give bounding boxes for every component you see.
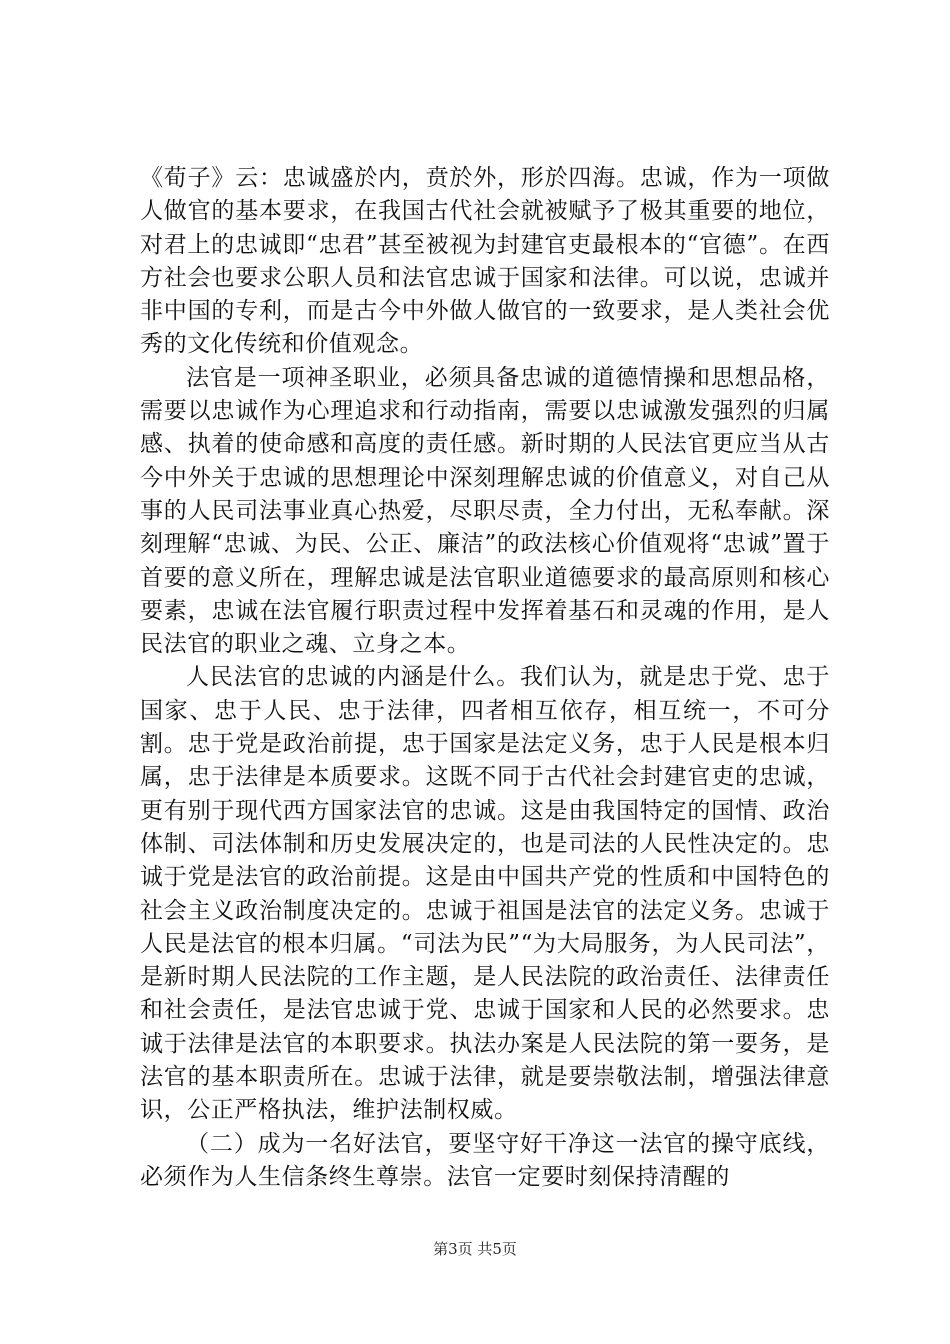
page-number-footer: 第3页 共5页 (433, 1240, 517, 1258)
paragraph-2: 法官是一项神圣职业，必须具备忠诚的道德情操和思想品格，需要以忠诚作为心理追求和行动指南，需要以忠诚激发强烈的归属感、执着的使命感和高度的责任感。新时期的人民法官更应当从古今中外关于忠诚的思想理论中深刻理解忠诚的价值意义，对自己从事的人民司法事业真心热爱，尽职尽责，全力付出，无私奉献。深刻理解“忠诚、为民、公正、廉洁”的政法核心价值观将“忠诚”置于首要的意义所在，理解忠诚是法官职业道德要求的最高原则和核心要素，忠诚在法官履行职责过程中发挥着基石和灵魂的作用，是人民法官的职业之魂、立身之本。 (140, 364, 830, 658)
paragraph-1: 《荀子》云：忠诚盛於内，贲於外，形於四海。忠诚，作为一项做人做官的基本要求，在我国古代社会就被赋予了极其重要的地位，对君上的忠诚即“忠君”甚至被视为封建官吏最根本的“官德”。在西方社会也要求公职人员和法官忠诚于国家和法律。可以说，忠诚并非中国的专利，而是古今中外做人做官的一致要求，是人类社会优秀的文化传统和价值观念。 (140, 165, 830, 358)
paragraph-4: （二）成为一名好法官，要坚守好干净这一法官的操守底线，必须作为人生信条终生尊崇。法官一定要时刻保持清醒的 (140, 1130, 830, 1190)
paragraph-3: 人民法官的忠诚的内涵是什么。我们认为，就是忠于党、忠于国家、忠于人民、忠于法律，四者相互依存，相互统一，不可分割。忠于党是政治前提，忠于国家是法定义务，忠于人民是根本归属，忠于法律是本质要求。这既不同于古代社会封建官吏的忠诚，更有别于现代西方国家法官的忠诚。这是由我国特定的国情、政治体制、司法体制和历史发展决定的，也是司法的人民性决定的。忠诚于党是法官的政治前提。这是由中国共产党的性质和中国特色的社会主义政治制度决定的。忠诚于祖国是法官的法定义务。忠诚于人民是法官的根本归属。“司法为民”“为大局服务，为人民司法”，是新时期人民法院的工作主题，是人民法院的政治责任、法律责任和社会责任，是法官忠诚于党、忠诚于国家和人民的必然要求。忠诚于法律是法官的本职要求。执法办案是人民法院的第一要务，是法官的基本职责所在。忠诚于法律，就是要崇敬法制，增强法律意识，公正严格执法，维护法制权威。 (140, 664, 830, 1124)
document-body (140, 162, 830, 1194)
